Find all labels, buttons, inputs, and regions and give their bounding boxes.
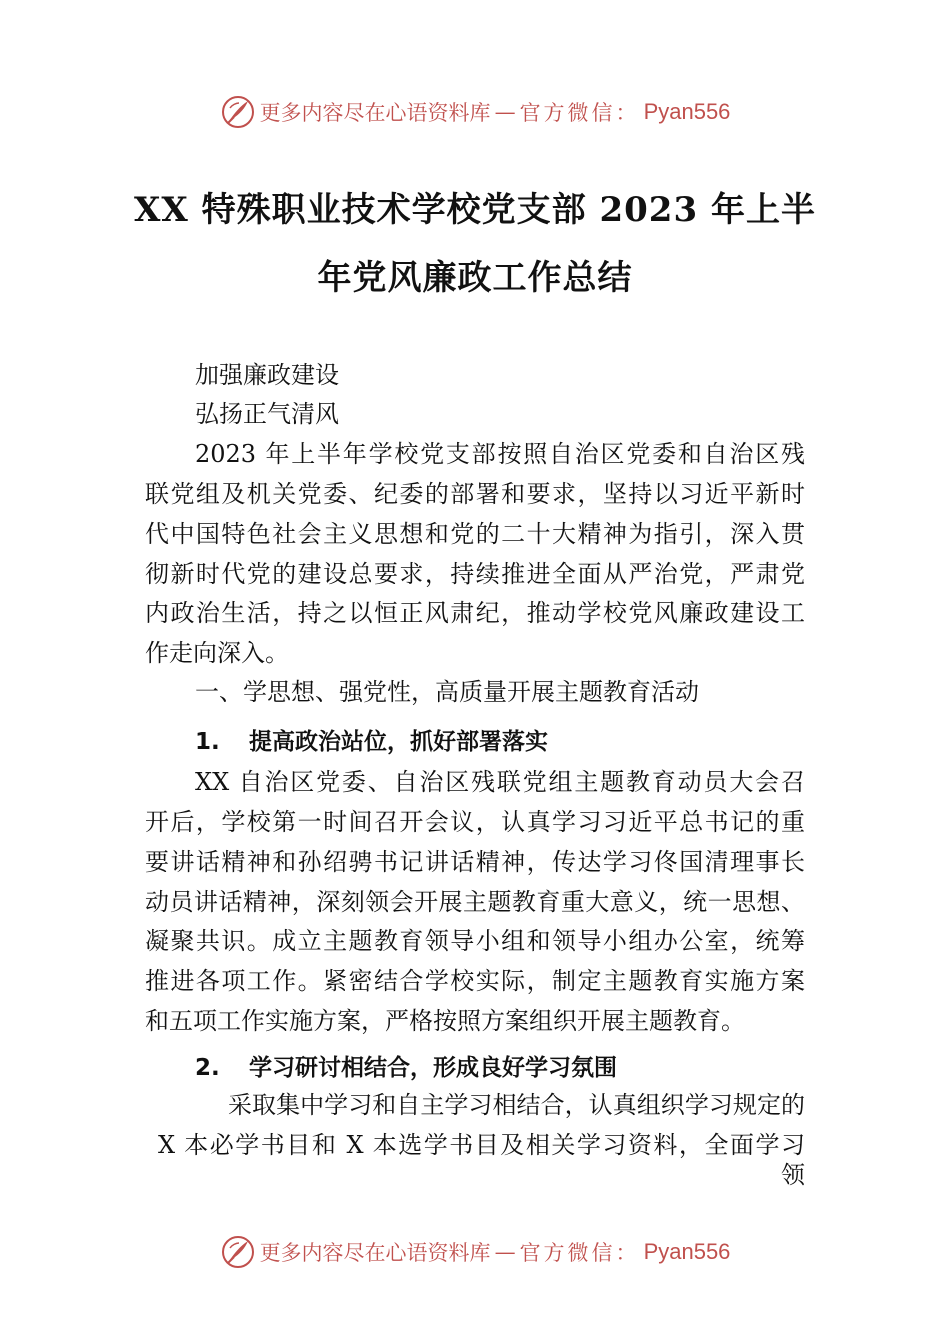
subtitle-2: 弘扬正气清风 <box>195 400 339 428</box>
quill-pen-icon <box>220 94 256 130</box>
item-1-line-2: 开后，学校第一时间召开会议，认真学习习近平总书记的重 <box>145 808 805 836</box>
watermark-wechat-id: Pyan556 <box>643 1239 731 1264</box>
item-2-heading-text: 学习研讨相结合，形成良好学习氛围 <box>249 1055 617 1081</box>
item-2-number: 2. <box>195 1055 220 1081</box>
intro-line-3: 代中国特色社会主义思想和党的二十大精神为指引，深入贯 <box>145 520 805 548</box>
intro-line-2: 联党组及机关党委、纪委的部署和要求，坚持以习近平新时 <box>145 480 805 508</box>
watermark-brand: 更多内容尽在心语资料库 <box>259 1241 491 1265</box>
item-1-line-3: 要讲话精神和孙绍骋书记讲话精神，传达学习佟国清理事长 <box>145 848 805 876</box>
item-1-line-6: 推进各项工作。紧密结合学校实际，制定主题教育实施方案 <box>145 967 805 995</box>
item-1-heading-text: 提高政治站位，抓好部署落实 <box>249 729 548 755</box>
item-1-line-4: 动员讲话精神，深刻领会开展主题教育重大意义，统一思想、 <box>145 888 805 916</box>
item-1-line-7: 和五项工作实施方案，严格按照方案组织开展主题教育。 <box>145 1007 745 1035</box>
subtitle-1: 加强廉政建设 <box>195 361 339 389</box>
intro-line-4: 彻新时代党的建设总要求，持续推进全面从严治党，严肃党 <box>145 560 805 588</box>
watermark-footer <box>0 1234 950 1270</box>
watermark-header <box>0 94 950 130</box>
watermark-brand: 更多内容尽在心语资料库 <box>259 101 491 125</box>
watermark-dash: — <box>494 1240 516 1264</box>
watermark-wechat-id: Pyan556 <box>643 99 731 124</box>
document-title-line-1: XX 特殊职业技术学校党支部 2023 年上半 <box>134 190 816 230</box>
section-1-title: 一、学思想、强党性，高质量开展主题教育活动 <box>195 678 699 706</box>
item-1-heading <box>195 727 548 757</box>
item-2-line-1: 采取集中学习和自主学习相结合，认真组织学习规定的 <box>228 1091 805 1119</box>
watermark-wechat-label: 官方微信： <box>519 1241 640 1265</box>
intro-line-1: 2023 年上半年学校党支部按照自治区党委和自治区残 <box>195 440 805 468</box>
item-1-line-1: XX 自治区党委、自治区残联党组主题教育动员大会召 <box>195 768 805 796</box>
watermark-wechat-label: 官方微信： <box>519 101 640 125</box>
item-2-line-2: X 本必学书目和 X 本选学书目及相关学习资料，全面学习 <box>158 1131 805 1159</box>
item-1-line-5: 凝聚共识。成立主题教育领导小组和领导小组办公室，统筹 <box>145 927 805 955</box>
item-2-line-3: 领 <box>781 1161 805 1189</box>
watermark-dash: — <box>494 100 516 124</box>
quill-pen-icon <box>220 1234 256 1270</box>
item-1-number: 1. <box>195 729 220 755</box>
item-2-heading <box>195 1053 617 1083</box>
intro-line-5: 内政治生活，持之以恒正风肃纪，推动学校党风廉政建设工 <box>145 599 805 627</box>
document-title-line-2: 年党风廉政工作总结 <box>317 258 633 298</box>
intro-line-6: 作走向深入。 <box>145 639 289 667</box>
